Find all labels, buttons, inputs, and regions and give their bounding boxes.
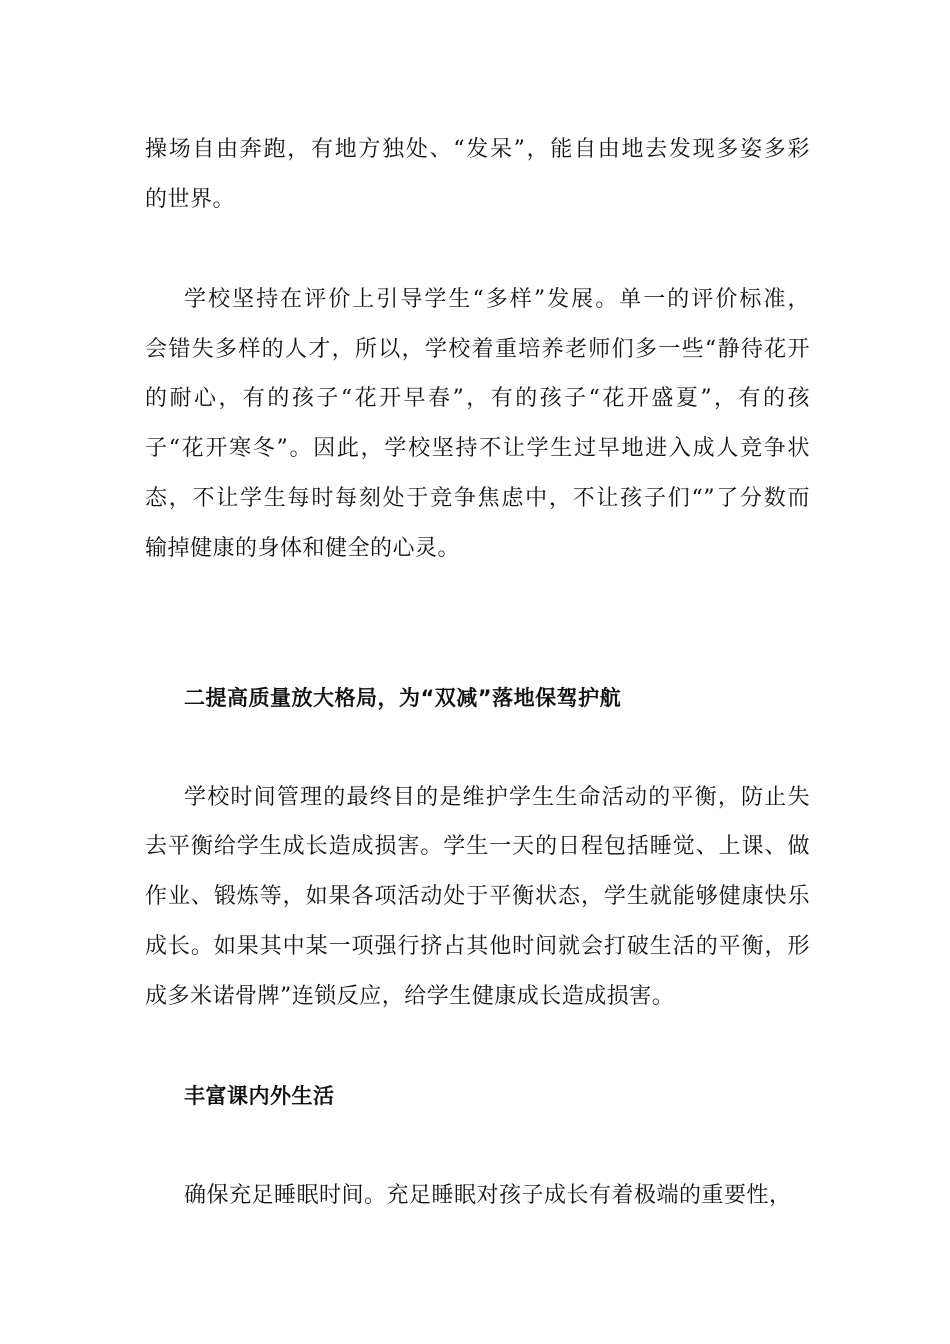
paragraph-3-line-2: 去平衡给学生成长造成损害。学生一天的日程包括睡觉、上课、做 <box>145 834 810 859</box>
paragraph-3-line-1: 学校时间管理的最终目的是维护学生生命活动的平衡，防止失 <box>184 785 810 810</box>
section-heading-2: 丰富课内外生活 <box>184 1084 335 1108</box>
paragraph-2-line-1: 学校坚持在评价上引导学生“多样”发展。单一的评价标准， <box>184 287 810 312</box>
paragraph-3-line-5: 成多米诺骨牌”连锁反应，给学生健康成长造成损害。 <box>145 984 675 1009</box>
paragraph-2-line-6: 输掉健康的身体和健全的心灵。 <box>145 536 461 561</box>
paragraph-3-line-3: 作业、锻炼等，如果各项活动处于平衡状态，学生就能够健康快乐 <box>145 884 810 909</box>
paragraph-2-line-3: 的耐心，有的孩子“花开早春”，有的孩子“花开盛夏”，有的孩 <box>145 386 810 411</box>
paragraph-1-line-1: 操场自由奔跑，有地方独处、“发呆”，能自由地去发现多姿多彩 <box>145 137 810 162</box>
paragraph-1-line-2: 的世界。 <box>145 187 236 212</box>
section-heading-1: 二提高质量放大格局，为“双减”落地保驾护航 <box>184 686 622 710</box>
paragraph-2-line-5: 态，不让学生每时每刻处于竞争焦虑中，不让孩子们“”了分数而 <box>145 486 810 511</box>
paragraph-2-line-2: 会错失多样的人才，所以，学校着重培养老师们多一些“静待花开 <box>145 337 810 362</box>
paragraph-2-line-4: 子“花开寒冬”。因此，学校坚持不让学生过早地进入成人竞争状 <box>145 436 810 461</box>
paragraph-4-line-1: 确保充足睡眠时间。充足睡眠对孩子成长有着极端的重要性， <box>184 1183 792 1208</box>
paragraph-3-line-4: 成长。如果其中某一项强行挤占其他时间就会打破生活的平衡，形 <box>145 934 810 959</box>
